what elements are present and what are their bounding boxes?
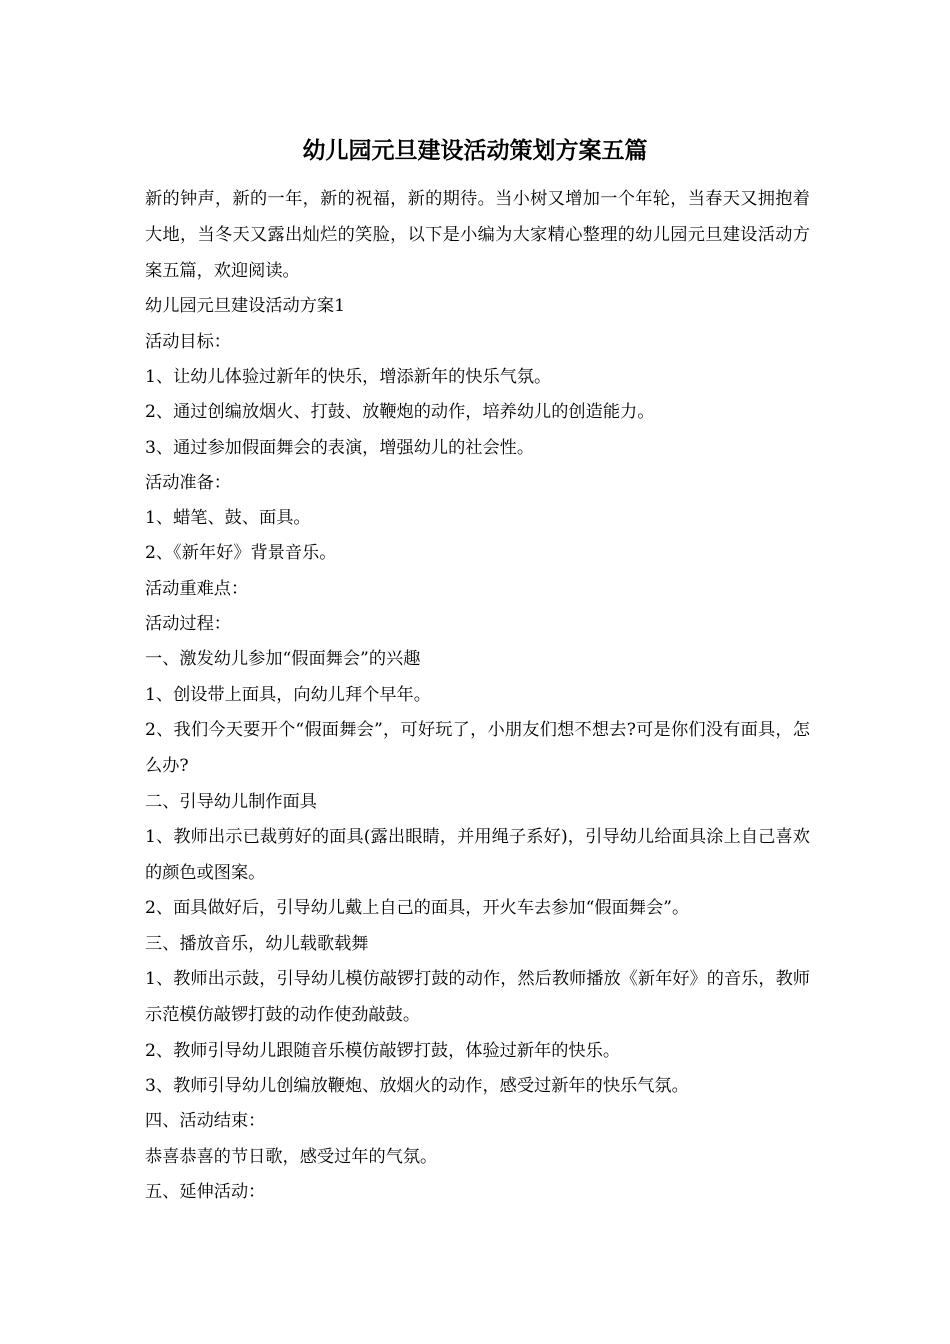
paragraph: 恭喜恭喜的节日歌，感受过年的气氛。 (145, 1146, 438, 1167)
subheading: 活动过程： (145, 614, 231, 635)
paragraph: 1、蜡笔、鼓、面具。 (145, 508, 311, 529)
paragraph: 2、《新年好》背景音乐。 (145, 543, 337, 564)
paragraph: 二、引导幼儿制作面具 (145, 791, 317, 812)
section-heading: 幼儿园元旦建设活动方案1 (145, 296, 345, 317)
subheading: 活动重难点： (145, 578, 249, 599)
paragraph: 三、播放音乐，幼儿载歌载舞 (145, 933, 369, 954)
paragraph: 2、教师引导幼儿跟随音乐模仿敲锣打鼓，体验过新年的快乐。 (145, 1040, 621, 1061)
paragraph: 1、教师出示鼓，引导幼儿模仿敲锣打鼓的动作，然后教师播放《新年好》的音乐，教师示范模仿敲锣打鼓的动作使劲敲鼓。 (145, 969, 810, 1025)
paragraph: 2、通过创编放烟火、打鼓、放鞭炮的动作，培养幼儿的创造能力。 (145, 402, 655, 423)
document-body (145, 182, 810, 1210)
paragraph: 一、激发幼儿参加“假面舞会”的兴趣 (145, 649, 421, 670)
paragraph: 2、我们今天要开个“假面舞会”，可好玩了，小朋友们想不想去?可是你们没有面具，怎么办? (145, 719, 810, 776)
document-title: 幼儿园元旦建设活动策划方案五篇 (302, 137, 648, 164)
paragraph: 1、教师出示已裁剪好的面具(露出眼睛，并用绳子系好)，引导幼儿给面具涂上自己喜欢的颜色或图案。 (145, 826, 810, 883)
paragraph: 3、通过参加假面舞会的表演，增强幼儿的社会性。 (145, 437, 535, 458)
subheading: 四、活动结束： (145, 1111, 266, 1132)
paragraph: 1、创设带上面具，向幼儿拜个早年。 (145, 684, 431, 705)
subheading: 活动准备： (145, 472, 231, 493)
subheading: 五、延伸活动： (145, 1181, 266, 1202)
paragraph: 2、面具做好后，引导幼儿戴上自己的面具，开火车去参加“假面舞会”。 (145, 898, 690, 919)
paragraph: 3、教师引导幼儿创编放鞭炮、放烟火的动作，感受过新年的快乐气氛。 (145, 1075, 689, 1096)
subheading: 活动目标： (145, 331, 231, 352)
intro-paragraph: 新的钟声，新的一年，新的祝福，新的期待。当小树又增加一个年轮，当春天又拥抱着大地，当冬天又露出灿烂的笑脸，以下是小编为大家精心整理的幼儿园元旦建设活动方案五篇，欢迎阅读。 (145, 189, 810, 281)
paragraph: 1、让幼儿体验过新年的快乐，增添新年的快乐气氛。 (145, 366, 552, 387)
